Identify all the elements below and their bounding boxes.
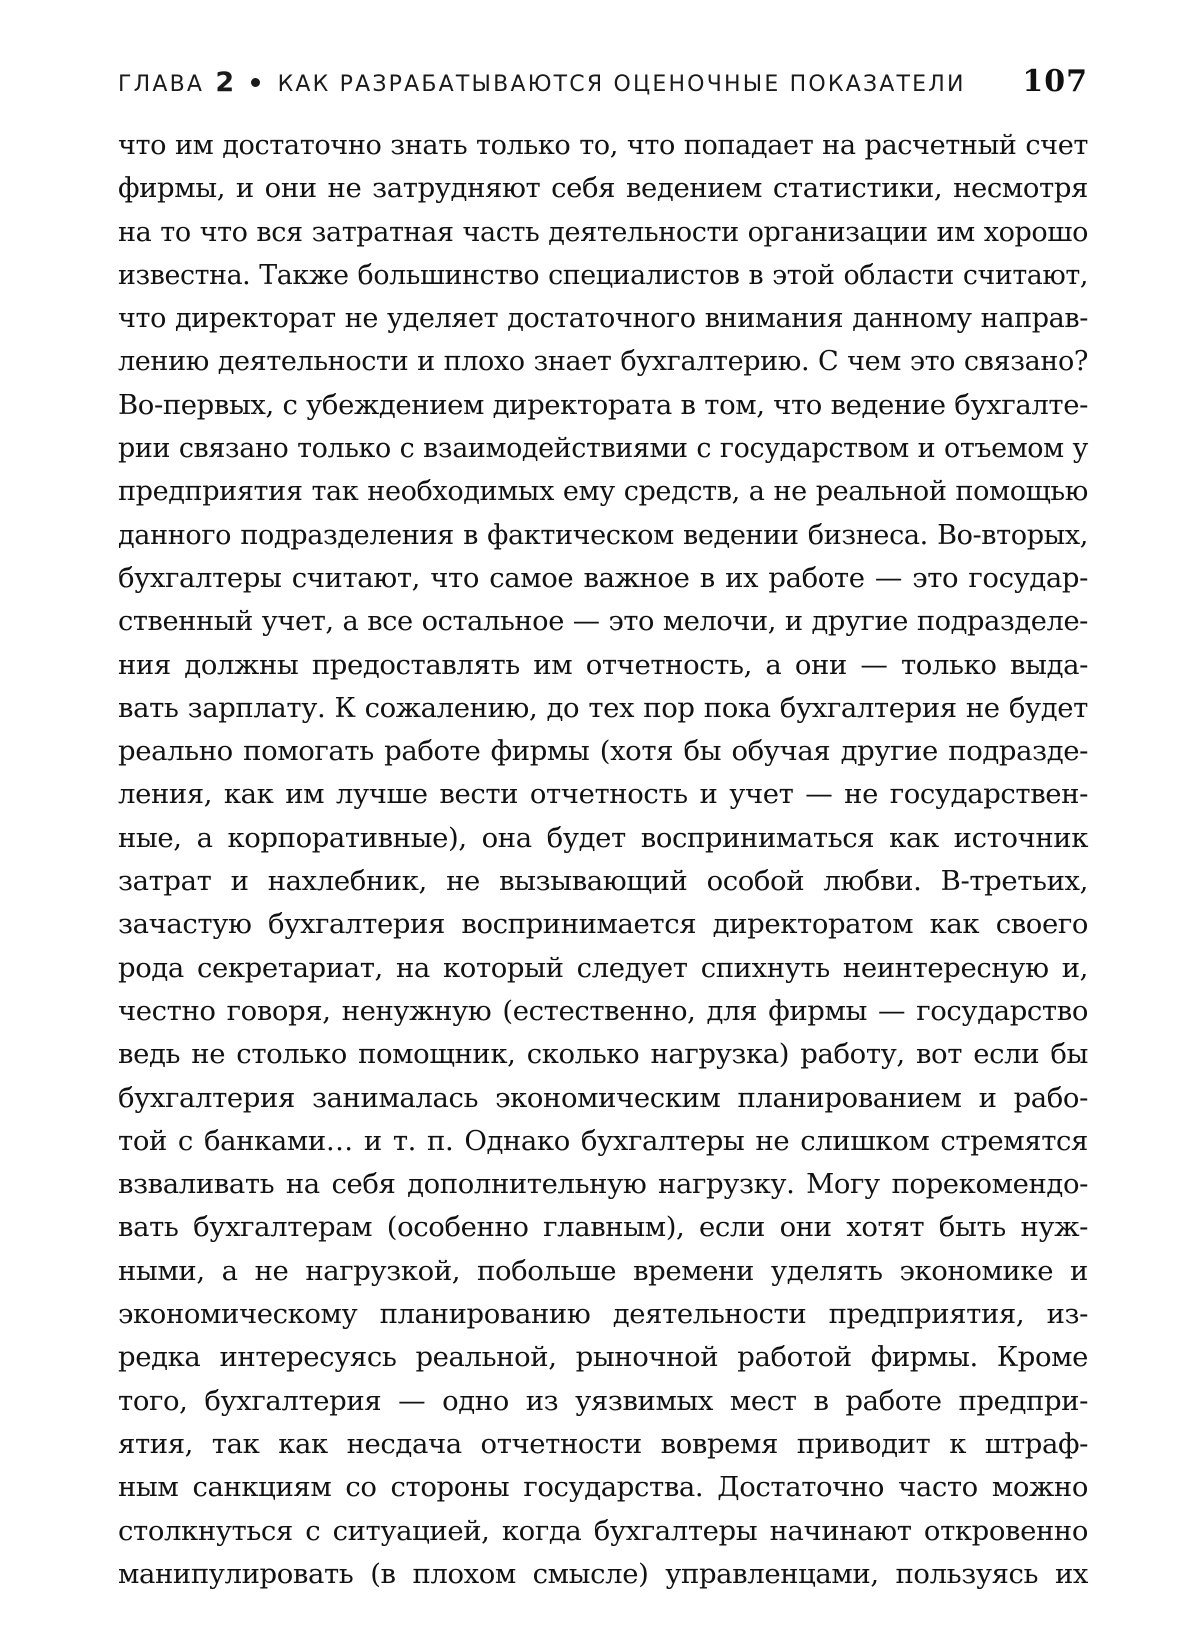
text-line: взваливать на себя дополнительную нагрузку. Могу порекомендо- — [118, 1168, 1088, 1201]
text-line: манипулировать (в плохом смысле) управленцами, пользуясь их — [118, 1557, 1088, 1590]
text-line: той с банками… и т. п. Однако бухгалтеры не слишком стремятся — [118, 1124, 1088, 1157]
text-line: честно говоря, ненужную (естественно, для фирмы — государство — [118, 994, 1088, 1027]
text-line: экономическому планированию деятельности предприятия, из- — [118, 1298, 1088, 1331]
text-line: бухгалтерия занималась экономическим планированием и рабо- — [118, 1081, 1088, 1114]
chapter-title: КАК РАЗРАБАТЫВАЮТСЯ ОЦЕНОЧНЫЕ ПОКАЗАТЕЛИ — [277, 72, 966, 97]
text-line: ным санкциям со стороны государства. Достаточно часто можно — [118, 1471, 1088, 1504]
text-line: что им достаточно знать только то, что попадает на расчетный счет — [118, 130, 1088, 161]
text-line: ственный учет, а все остальное — это мелочи, и другие подразделе- — [118, 606, 1088, 638]
body-text — [118, 124, 1088, 1596]
text-line: предприятия так необходимых ему средств, а не реальной помощью — [118, 476, 1088, 508]
text-line: редка интересуясь реальной, рыночной работой фирмы. Кроме — [118, 1341, 1088, 1374]
text-line: известна. Также большинство специалистов в этой области считают, — [118, 259, 1088, 291]
text-line: Во-первых, с убеждением директората в том, что ведение бухгалте- — [118, 388, 1088, 421]
text-line: ными, а не нагрузкой, побольше времени уделять экономике и — [118, 1254, 1088, 1287]
text-line: затрат и нахлебник, не вызывающий особой любви. В-третьих, — [118, 865, 1088, 898]
text-line: ведь не столько помощник, сколько нагрузка) работу, вот если бы — [118, 1038, 1088, 1071]
text-line: рии связано только с взаимодействиями с государством и отъемом у — [118, 433, 1088, 465]
text-line: ные, а корпоративные), она будет восприниматься как источник — [118, 821, 1088, 854]
text-line: фирмы, и они не затрудняют себя ведением статистики, несмотря — [118, 172, 1088, 205]
text-line: лению деятельности и плохо знает бухгалтерию. С чем это связано? — [118, 346, 1088, 378]
text-line: реально помогать работе фирмы (хотя бы обучая другие подразде- — [118, 735, 1088, 768]
text-line: рода секретариат, на который следует спихнуть неинтересную и, — [118, 951, 1088, 984]
running-header — [118, 64, 1088, 104]
chapter-label: ГЛАВА — [118, 72, 205, 97]
bullet-separator-icon — [251, 78, 260, 87]
chapter-heading — [118, 67, 966, 98]
text-line: столкнуться с ситуацией, когда бухгалтеры начинают откровенно — [118, 1514, 1088, 1547]
chapter-number: 2 — [215, 67, 235, 98]
text-line: на то что вся затратная часть деятельности организации им хорошо — [118, 216, 1088, 248]
text-line: того, бухгалтерия — одно из уязвимых мест в работе предпри- — [118, 1384, 1088, 1417]
text-line: ния должны предоставлять им отчетность, а они — только выда- — [118, 648, 1088, 681]
text-line: что директорат не уделяет достаточного внимания данному направ- — [118, 303, 1088, 335]
text-line: зачастую бухгалтерия воспринимается директоратом как своего — [118, 908, 1088, 941]
text-line: данного подразделения в фактическом ведении бизнеса. Во-вторых, — [118, 519, 1088, 551]
text-line: ятия, так как несдача отчетности вовремя приводит к штраф- — [118, 1427, 1088, 1460]
text-line: вать бухгалтерам (особенно главным), если они хотят быть нуж- — [118, 1211, 1088, 1244]
text-line: ления, как им лучше вести отчетность и учет — не государствен- — [118, 778, 1088, 811]
text-line: бухгалтеры считают, что самое важное в их работе — это государ- — [118, 561, 1088, 594]
text-line: вать зарплату. К сожалению, до тех пор пока бухгалтерия не будет — [118, 691, 1088, 724]
page-number: 107 — [1022, 64, 1088, 99]
